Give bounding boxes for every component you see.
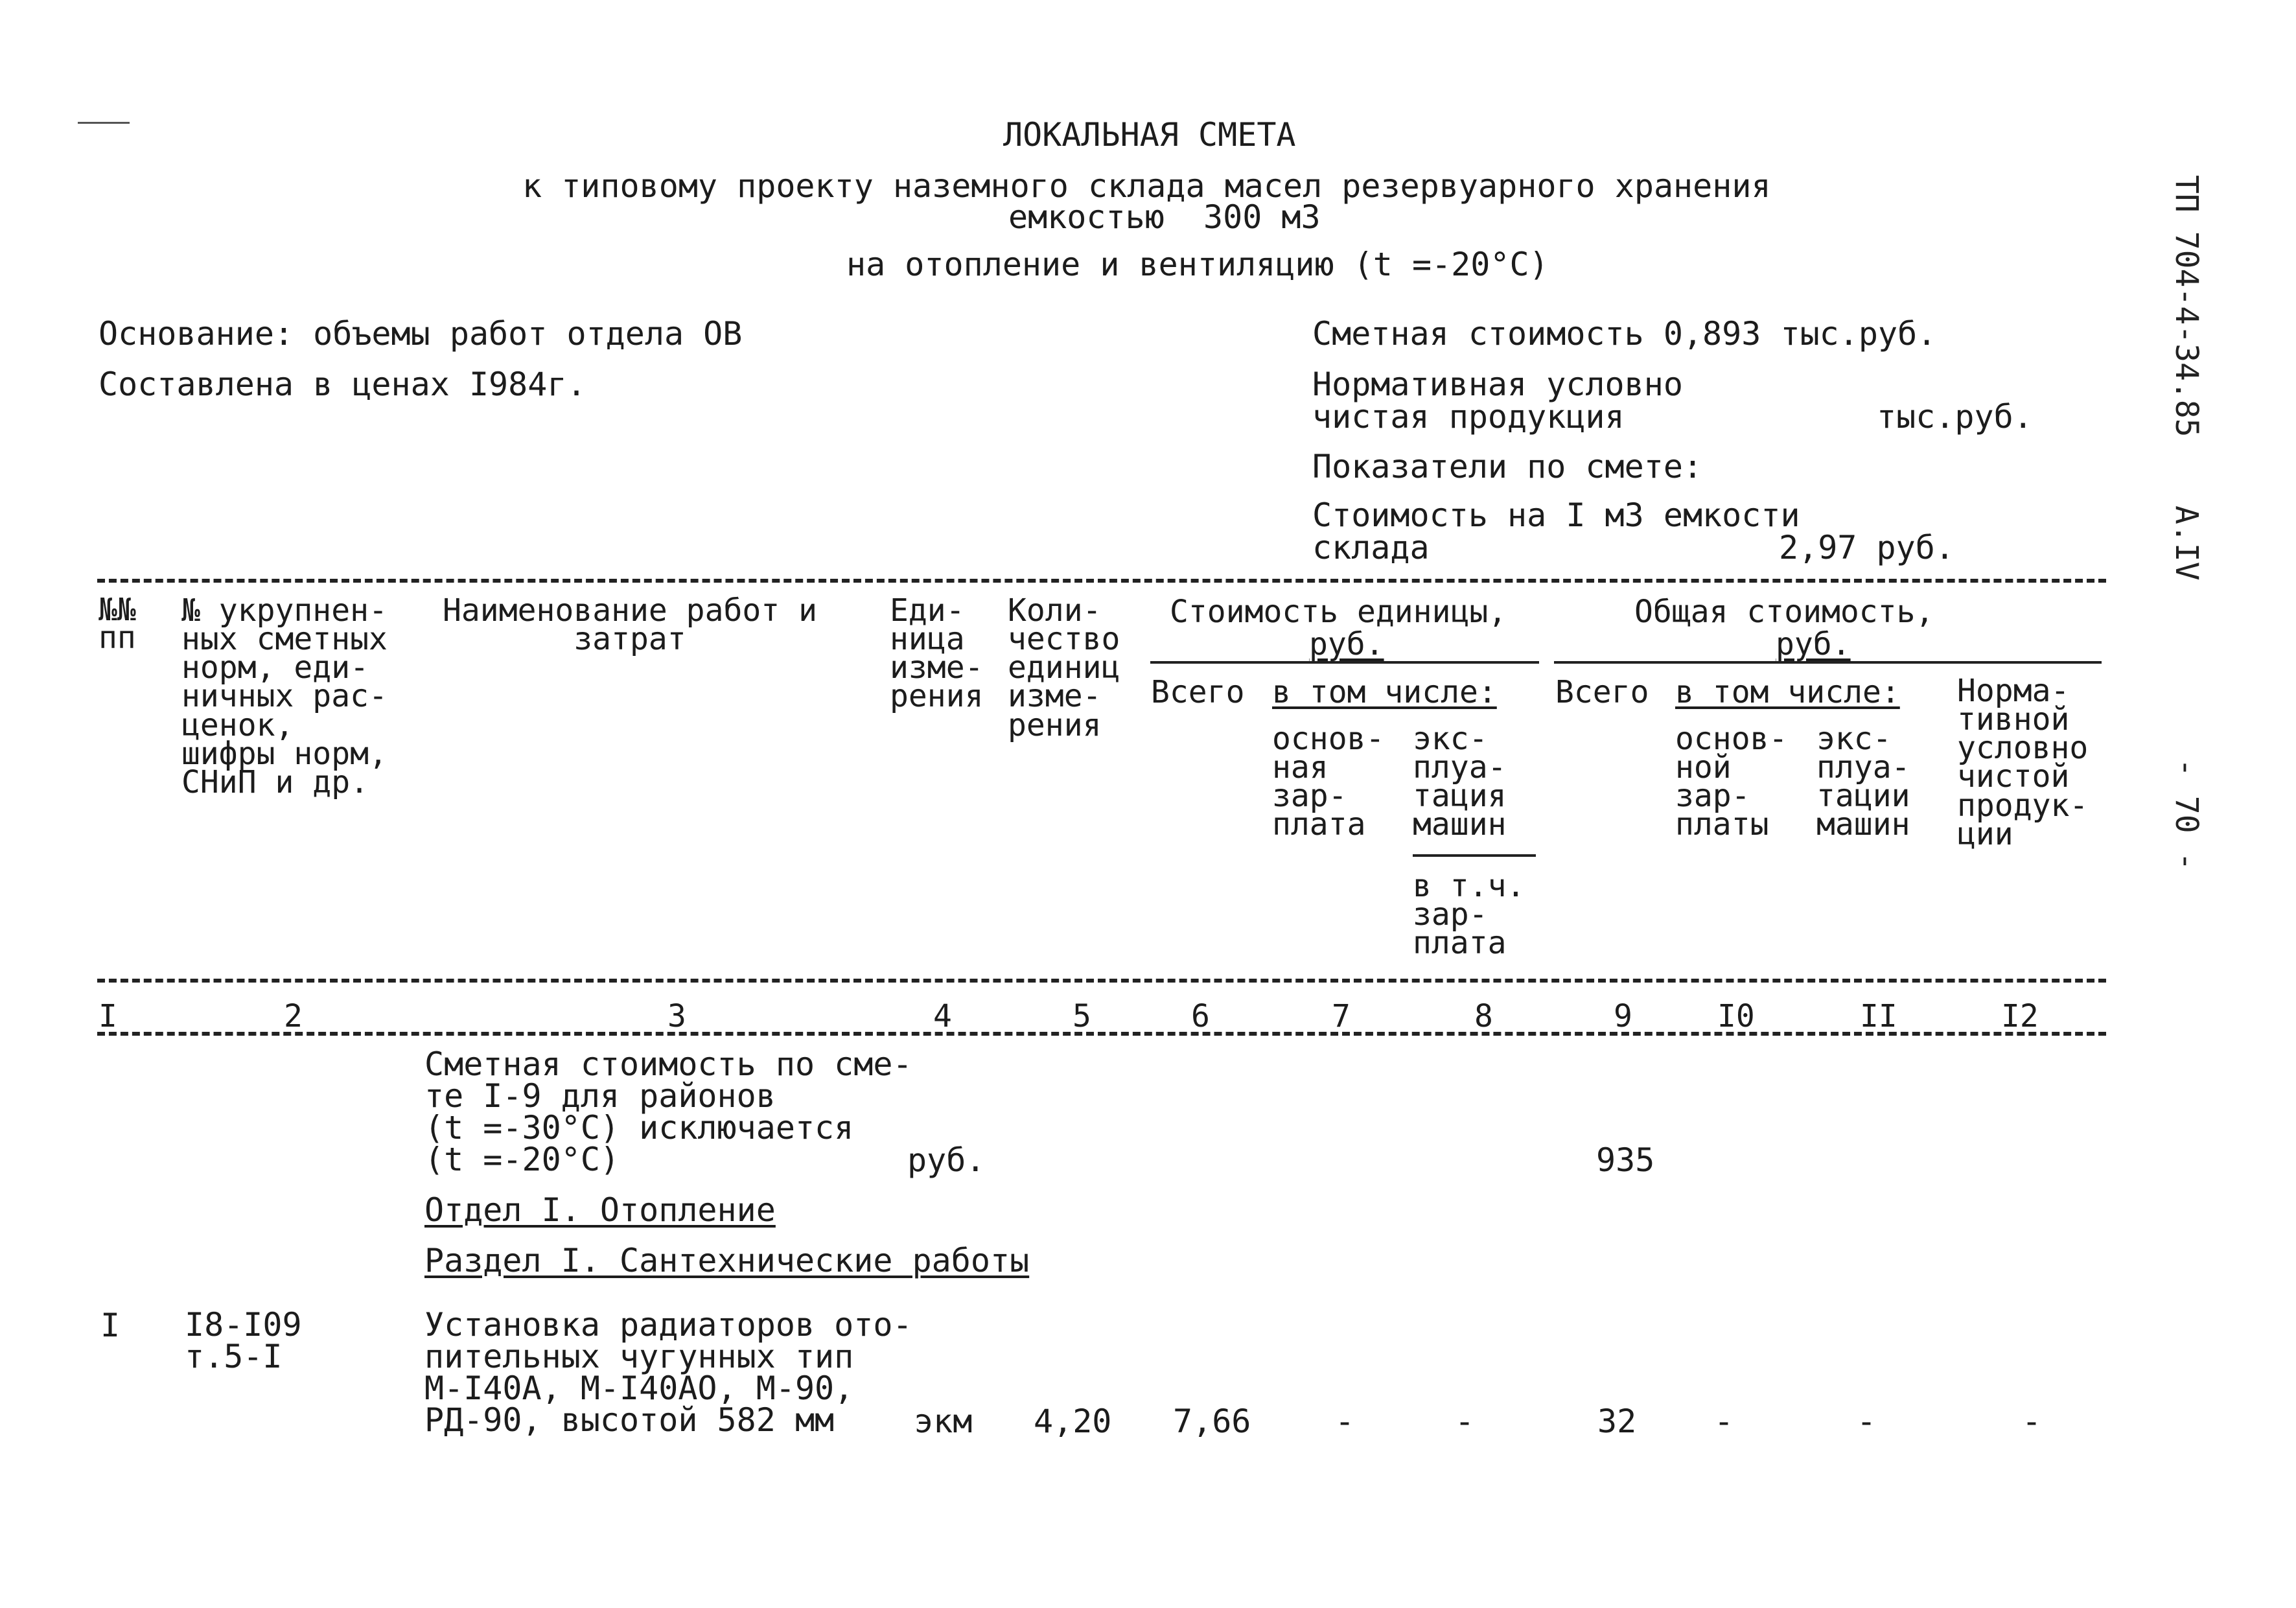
normative-label-1: Нормативная условно bbox=[1312, 366, 1683, 403]
header-unit-osn-zp: основ- ная зар- плата bbox=[1272, 721, 1385, 843]
header-unit-incl: в том числе: bbox=[1272, 674, 1497, 710]
header-total-osn-zp: основ- ной зар- платы bbox=[1675, 721, 1788, 843]
stamp-project-code: ТП 704-4-34.85 bbox=[2168, 175, 2205, 437]
section-razdel: Раздел I. Сантехнические работы bbox=[424, 1242, 1030, 1279]
header-bottom-rule bbox=[97, 979, 2106, 983]
estimated-cost: Сметная стоимость 0,893 тыс.руб. bbox=[1312, 315, 1937, 353]
item-1-unit-wage: - bbox=[1335, 1403, 1355, 1440]
document-scope: на отопление и вентиляцию (t =-20°С) bbox=[846, 246, 1549, 283]
header-col-5: Коли- чество единиц изме- рения bbox=[1008, 592, 1120, 743]
column-number-1: I bbox=[99, 998, 117, 1034]
column-number-6: 6 bbox=[1191, 998, 1210, 1034]
header-total-vsego: Всего bbox=[1555, 674, 1649, 710]
item-1-unit: экм bbox=[914, 1403, 973, 1440]
unit-cost-rule bbox=[1150, 661, 1539, 664]
column-number-2: 2 bbox=[284, 998, 303, 1034]
header-unit-incl-zp: в т.ч. зар- плата bbox=[1413, 868, 1525, 962]
stamp-page-number: - 70 - bbox=[2168, 758, 2205, 871]
column-number-4: 4 bbox=[933, 998, 952, 1034]
column-number-12: I2 bbox=[2001, 998, 2039, 1034]
side-stamp bbox=[2159, 175, 2211, 927]
header-unit-cost: Стоимость единицы, bbox=[1170, 594, 1507, 630]
item-1-total-normative: - bbox=[2022, 1403, 2042, 1440]
header-unit-vsego: Всего bbox=[1151, 674, 1245, 710]
basis-text: Основание: объемы работ отдела ОВ bbox=[99, 315, 743, 353]
item-1-total-machinery: - bbox=[1857, 1403, 1877, 1440]
exp-mach-rule bbox=[1413, 854, 1536, 857]
column-numbers-rule bbox=[97, 1032, 2106, 1036]
pre-note-total: 935 bbox=[1596, 1141, 1655, 1179]
item-1-unit-total: 7,66 bbox=[1173, 1403, 1251, 1440]
normative-unit: тыс.руб. bbox=[1877, 398, 2033, 436]
header-col-4: Еди- ница изме- рения bbox=[890, 592, 984, 715]
header-total-incl: в том числе: bbox=[1675, 674, 1900, 710]
prices-text: Составлена в ценах I984г. bbox=[99, 366, 586, 403]
header-col-2: № укрупнен- ных сметных норм, еди- ничных рас- ценок, шифры норм, СНиП и др. bbox=[181, 592, 388, 800]
item-1-unit-machinery: - bbox=[1455, 1403, 1475, 1440]
header-col-3: Наименование работ и затрат bbox=[443, 592, 817, 658]
document-capacity: емкостью 300 м3 bbox=[1008, 198, 1321, 236]
column-number-10: I0 bbox=[1717, 998, 1755, 1034]
header-unit-cost-rub: руб. bbox=[1309, 626, 1384, 662]
column-number-8: 8 bbox=[1474, 998, 1493, 1034]
header-total-cost: Общая стоимость, bbox=[1634, 594, 1934, 630]
item-1-number: I bbox=[100, 1307, 121, 1344]
normative-label-2: чистая продукция bbox=[1312, 398, 1625, 436]
scan-mark bbox=[78, 122, 130, 124]
section-otdel: Отдел I. Отопление bbox=[424, 1191, 776, 1229]
total-cost-rule bbox=[1554, 661, 2102, 664]
column-number-11: II bbox=[1860, 998, 1897, 1034]
item-1-total: 32 bbox=[1597, 1403, 1637, 1440]
header-unit-exp-mach: экс- плуа- тация машин bbox=[1413, 721, 1507, 843]
item-1-quantity: 4,20 bbox=[1034, 1403, 1112, 1440]
column-number-5: 5 bbox=[1073, 998, 1091, 1034]
item-1-code: I8-I09 т.5-I bbox=[185, 1306, 302, 1375]
column-number-3: 3 bbox=[667, 998, 686, 1034]
item-1-name: Установка радиаторов ото- пительных чугунных тип М-I40А, М-I40АО, М-90, РД-90, высотой 582 мм bbox=[424, 1306, 912, 1439]
table-top-rule bbox=[97, 579, 2106, 583]
document-subtitle: к типовому проекту наземного склада масел резервуарного хранения bbox=[522, 167, 1771, 205]
per-m3-label-2: склада bbox=[1312, 529, 1430, 566]
header-total-exp-mach: экс- плуа- тации машин bbox=[1816, 721, 1910, 843]
header-normative: Норма- тивной условно чистой продук- ции bbox=[1957, 673, 2089, 852]
header-total-cost-rub: руб. bbox=[1776, 626, 1851, 662]
item-1-total-wage: - bbox=[1714, 1403, 1734, 1440]
column-number-9: 9 bbox=[1614, 998, 1632, 1034]
column-number-7: 7 bbox=[1332, 998, 1351, 1034]
per-m3-label-1: Стоимость на I м3 емкости bbox=[1312, 496, 1800, 534]
pre-note-text: Сметная стоимость по сме- те I-9 для районов (t =-30°С) исключается (t =-20°С) bbox=[424, 1045, 912, 1178]
header-col-1: №№ пп bbox=[99, 592, 136, 657]
indicators-label: Показатели по смете: bbox=[1312, 448, 1703, 485]
per-m3-value: 2,97 руб. bbox=[1779, 529, 1954, 566]
stamp-album: А.IV bbox=[2168, 506, 2205, 581]
pre-note-unit: руб. bbox=[907, 1141, 986, 1179]
document-title: ЛОКАЛЬНАЯ СМЕТА bbox=[1003, 116, 1296, 154]
